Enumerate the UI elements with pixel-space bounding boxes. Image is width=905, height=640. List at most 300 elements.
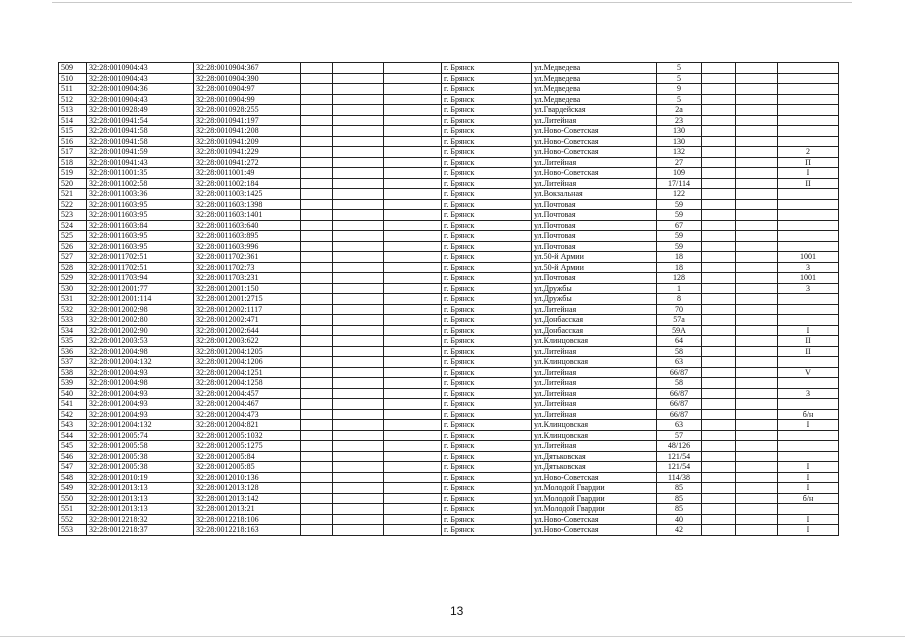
street-cell: ул.Молодой Гвардии	[532, 493, 657, 504]
house-number-cell: 9	[657, 84, 702, 95]
empty-cell	[384, 504, 442, 515]
city-cell: г. Брянск	[442, 294, 532, 305]
empty-cell	[384, 136, 442, 147]
street-cell: ул.Медведева	[532, 94, 657, 105]
row-number-cell: 545	[59, 441, 87, 452]
cadastral-number-cell: 32:28:0010904:367	[194, 63, 301, 74]
empty-cell	[702, 504, 736, 515]
cadastral-number-cell: 32:28:0012001:150	[194, 283, 301, 294]
cadastral-number-cell: 32:28:0011603:640	[194, 220, 301, 231]
premises-number-cell: П	[778, 157, 839, 168]
empty-cell	[301, 147, 333, 158]
empty-cell	[333, 63, 384, 74]
house-number-cell: 109	[657, 168, 702, 179]
empty-cell	[702, 514, 736, 525]
empty-cell	[384, 63, 442, 74]
empty-cell	[301, 493, 333, 504]
empty-cell	[333, 157, 384, 168]
empty-cell	[301, 441, 333, 452]
cadastral-quarter-cell: 32:28:0010904:36	[87, 84, 194, 95]
empty-cell	[702, 472, 736, 483]
empty-cell	[702, 420, 736, 431]
table-row	[59, 325, 839, 336]
empty-cell	[736, 514, 778, 525]
cadastral-number-cell: 32:28:0010941:208	[194, 126, 301, 137]
empty-cell	[333, 493, 384, 504]
premises-number-cell	[778, 441, 839, 452]
cadastral-quarter-cell: 32:28:0012002:90	[87, 325, 194, 336]
row-number-cell: 532	[59, 304, 87, 315]
row-number-cell: 526	[59, 241, 87, 252]
row-number-cell: 534	[59, 325, 87, 336]
cadastral-number-cell: 32:28:0011603:996	[194, 241, 301, 252]
cadastral-quarter-cell: 32:28:0011001:35	[87, 168, 194, 179]
cadastral-quarter-cell: 32:28:0011702:51	[87, 262, 194, 273]
empty-cell	[301, 115, 333, 126]
empty-cell	[333, 430, 384, 441]
empty-cell	[301, 63, 333, 74]
empty-cell	[736, 126, 778, 137]
empty-cell	[702, 388, 736, 399]
empty-cell	[301, 420, 333, 431]
table-row	[59, 273, 839, 284]
empty-cell	[736, 462, 778, 473]
empty-cell	[384, 283, 442, 294]
table-row	[59, 525, 839, 536]
row-number-cell: 523	[59, 210, 87, 221]
premises-number-cell	[778, 136, 839, 147]
cadastral-quarter-cell: 32:28:0012004:132	[87, 357, 194, 368]
table-row	[59, 504, 839, 515]
premises-number-cell	[778, 504, 839, 515]
row-number-cell: 521	[59, 189, 87, 200]
city-cell: г. Брянск	[442, 430, 532, 441]
empty-cell	[384, 294, 442, 305]
premises-number-cell	[778, 451, 839, 462]
street-cell: ул.Литейная	[532, 304, 657, 315]
empty-cell	[301, 231, 333, 242]
street-cell: ул.Молодой Гвардии	[532, 483, 657, 494]
table-row	[59, 315, 839, 326]
row-number-cell: 543	[59, 420, 87, 431]
page-bottom-border	[0, 636, 905, 637]
street-cell: ул.Литейная	[532, 409, 657, 420]
page-number: 13	[450, 604, 464, 618]
empty-cell	[702, 178, 736, 189]
page-top-border	[52, 2, 852, 3]
row-number-cell: 524	[59, 220, 87, 231]
table-row	[59, 346, 839, 357]
empty-cell	[301, 388, 333, 399]
street-cell: ул.Почтовая	[532, 241, 657, 252]
empty-cell	[702, 294, 736, 305]
cadastral-number-cell: 32:28:0012002:644	[194, 325, 301, 336]
row-number-cell: 512	[59, 94, 87, 105]
street-cell: ул.Гвардейская	[532, 105, 657, 116]
empty-cell	[301, 178, 333, 189]
empty-cell	[736, 483, 778, 494]
empty-cell	[333, 115, 384, 126]
empty-cell	[333, 336, 384, 347]
house-number-cell: 18	[657, 262, 702, 273]
street-cell: ул.Литейная	[532, 399, 657, 410]
empty-cell	[301, 262, 333, 273]
row-number-cell: 553	[59, 525, 87, 536]
row-number-cell: 552	[59, 514, 87, 525]
row-number-cell: 549	[59, 483, 87, 494]
empty-cell	[702, 199, 736, 210]
premises-number-cell	[778, 220, 839, 231]
empty-cell	[702, 252, 736, 263]
empty-cell	[702, 94, 736, 105]
city-cell: г. Брянск	[442, 441, 532, 452]
city-cell: г. Брянск	[442, 210, 532, 221]
street-cell: ул.Литейная	[532, 367, 657, 378]
table-row	[59, 399, 839, 410]
premises-number-cell: б/н	[778, 493, 839, 504]
empty-cell	[736, 294, 778, 305]
house-number-cell: 58	[657, 346, 702, 357]
empty-cell	[333, 357, 384, 368]
house-number-cell: 85	[657, 483, 702, 494]
empty-cell	[333, 168, 384, 179]
house-number-cell: 57а	[657, 315, 702, 326]
cadastral-quarter-cell: 32:28:0012004:93	[87, 399, 194, 410]
cadastral-number-cell: 32:28:0011003:1425	[194, 189, 301, 200]
table-row	[59, 189, 839, 200]
empty-cell	[301, 84, 333, 95]
empty-cell	[301, 73, 333, 84]
premises-number-cell: I	[778, 483, 839, 494]
house-number-cell: 5	[657, 94, 702, 105]
cadastral-number-cell: 32:28:0010941:197	[194, 115, 301, 126]
empty-cell	[301, 210, 333, 221]
house-number-cell: 85	[657, 504, 702, 515]
city-cell: г. Брянск	[442, 273, 532, 284]
house-number-cell: 59	[657, 231, 702, 242]
empty-cell	[702, 210, 736, 221]
empty-cell	[301, 294, 333, 305]
empty-cell	[301, 252, 333, 263]
premises-number-cell: I	[778, 462, 839, 473]
empty-cell	[384, 220, 442, 231]
table-row	[59, 115, 839, 126]
empty-cell	[333, 252, 384, 263]
cadastral-quarter-cell: 32:28:0010904:43	[87, 63, 194, 74]
empty-cell	[736, 115, 778, 126]
premises-number-cell: I	[778, 525, 839, 536]
table-row	[59, 94, 839, 105]
street-cell: ул.Клинцовская	[532, 420, 657, 431]
premises-number-cell: 3	[778, 262, 839, 273]
street-cell: ул.Литейная	[532, 388, 657, 399]
empty-cell	[736, 178, 778, 189]
city-cell: г. Брянск	[442, 315, 532, 326]
table-row	[59, 409, 839, 420]
cadastral-quarter-cell: 32:28:0010941:58	[87, 136, 194, 147]
empty-cell	[702, 346, 736, 357]
empty-cell	[702, 451, 736, 462]
table-row	[59, 252, 839, 263]
empty-cell	[301, 283, 333, 294]
city-cell: г. Брянск	[442, 504, 532, 515]
city-cell: г. Брянск	[442, 252, 532, 263]
empty-cell	[384, 73, 442, 84]
house-number-cell: 59	[657, 210, 702, 221]
premises-number-cell	[778, 115, 839, 126]
row-number-cell: 510	[59, 73, 87, 84]
house-number-cell: 63	[657, 357, 702, 368]
empty-cell	[333, 210, 384, 221]
premises-number-cell	[778, 199, 839, 210]
empty-cell	[333, 220, 384, 231]
premises-number-cell: 3	[778, 283, 839, 294]
city-cell: г. Брянск	[442, 231, 532, 242]
empty-cell	[384, 126, 442, 137]
empty-cell	[702, 367, 736, 378]
table-row	[59, 220, 839, 231]
city-cell: г. Брянск	[442, 126, 532, 137]
street-cell: ул.Ново-Советская	[532, 147, 657, 158]
empty-cell	[702, 483, 736, 494]
empty-cell	[301, 199, 333, 210]
premises-number-cell	[778, 378, 839, 389]
street-cell: ул.Медведева	[532, 73, 657, 84]
street-cell: ул.Ново-Советская	[532, 126, 657, 137]
premises-number-cell: I	[778, 168, 839, 179]
cadastral-number-cell: 32:28:0012013:128	[194, 483, 301, 494]
table-row	[59, 199, 839, 210]
table-row	[59, 241, 839, 252]
house-number-cell: 121/54	[657, 462, 702, 473]
empty-cell	[384, 409, 442, 420]
city-cell: г. Брянск	[442, 157, 532, 168]
empty-cell	[702, 378, 736, 389]
empty-cell	[702, 409, 736, 420]
cadastral-quarter-cell: 32:28:0012004:93	[87, 409, 194, 420]
city-cell: г. Брянск	[442, 304, 532, 315]
row-number-cell: 531	[59, 294, 87, 305]
house-number-cell: 17/114	[657, 178, 702, 189]
empty-cell	[736, 304, 778, 315]
cadastral-quarter-cell: 32:28:0012004:98	[87, 378, 194, 389]
empty-cell	[333, 462, 384, 473]
row-number-cell: 550	[59, 493, 87, 504]
table-row	[59, 63, 839, 74]
house-number-cell: 5	[657, 73, 702, 84]
cadastral-quarter-cell: 32:28:0012001:77	[87, 283, 194, 294]
row-number-cell: 539	[59, 378, 87, 389]
city-cell: г. Брянск	[442, 283, 532, 294]
street-cell: ул.50-й Армии	[532, 262, 657, 273]
street-cell: ул.Литейная	[532, 441, 657, 452]
city-cell: г. Брянск	[442, 199, 532, 210]
table-row	[59, 483, 839, 494]
empty-cell	[702, 525, 736, 536]
empty-cell	[333, 483, 384, 494]
row-number-cell: 538	[59, 367, 87, 378]
table-row	[59, 514, 839, 525]
empty-cell	[702, 147, 736, 158]
cadastral-quarter-cell: 32:28:0012005:38	[87, 451, 194, 462]
empty-cell	[384, 304, 442, 315]
empty-cell	[702, 430, 736, 441]
house-number-cell: 66/87	[657, 388, 702, 399]
table-row	[59, 420, 839, 431]
empty-cell	[702, 273, 736, 284]
street-cell: ул.50-й Армии	[532, 252, 657, 263]
empty-cell	[736, 252, 778, 263]
empty-cell	[301, 315, 333, 326]
cadastral-number-cell: 32:28:0010928:255	[194, 105, 301, 116]
empty-cell	[333, 294, 384, 305]
table-row	[59, 147, 839, 158]
city-cell: г. Брянск	[442, 472, 532, 483]
cadastral-number-cell: 32:28:0011603:1401	[194, 210, 301, 221]
city-cell: г. Брянск	[442, 189, 532, 200]
empty-cell	[736, 73, 778, 84]
house-number-cell: 128	[657, 273, 702, 284]
empty-cell	[702, 336, 736, 347]
street-cell: ул.Клинцовская	[532, 357, 657, 368]
row-number-cell: 520	[59, 178, 87, 189]
empty-cell	[736, 157, 778, 168]
empty-cell	[384, 493, 442, 504]
empty-cell	[384, 252, 442, 263]
premises-number-cell	[778, 94, 839, 105]
empty-cell	[736, 63, 778, 74]
city-cell: г. Брянск	[442, 336, 532, 347]
table-row	[59, 304, 839, 315]
empty-cell	[702, 168, 736, 179]
empty-cell	[702, 231, 736, 242]
cadastral-quarter-cell: 32:28:0011603:95	[87, 199, 194, 210]
table-row	[59, 283, 839, 294]
cadastral-quarter-cell: 32:28:0012001:114	[87, 294, 194, 305]
empty-cell	[333, 273, 384, 284]
street-cell: ул.Дятьковская	[532, 451, 657, 462]
empty-cell	[301, 483, 333, 494]
city-cell: г. Брянск	[442, 462, 532, 473]
premises-number-cell: I	[778, 472, 839, 483]
house-number-cell: 59	[657, 241, 702, 252]
cadastral-number-cell: 32:28:0012005:85	[194, 462, 301, 473]
empty-cell	[736, 504, 778, 515]
empty-cell	[301, 105, 333, 116]
cadastral-number-cell: 32:28:0012004:1205	[194, 346, 301, 357]
street-cell: ул.Почтовая	[532, 231, 657, 242]
empty-cell	[333, 388, 384, 399]
table-row	[59, 451, 839, 462]
street-cell: ул.Ново-Советская	[532, 514, 657, 525]
cadastral-quarter-cell: 32:28:0011603:84	[87, 220, 194, 231]
city-cell: г. Брянск	[442, 388, 532, 399]
empty-cell	[384, 441, 442, 452]
city-cell: г. Брянск	[442, 63, 532, 74]
premises-number-cell: V	[778, 367, 839, 378]
cadastral-quarter-cell: 32:28:0011002:58	[87, 178, 194, 189]
house-number-cell: 85	[657, 493, 702, 504]
cadastral-quarter-cell: 32:28:0012002:98	[87, 304, 194, 315]
street-cell: ул.Ново-Советская	[532, 525, 657, 536]
table-row	[59, 231, 839, 242]
cadastral-quarter-cell: 32:28:0012004:98	[87, 346, 194, 357]
street-cell: ул.Почтовая	[532, 210, 657, 221]
empty-cell	[333, 441, 384, 452]
row-number-cell: 530	[59, 283, 87, 294]
city-cell: г. Брянск	[442, 147, 532, 158]
empty-cell	[702, 115, 736, 126]
empty-cell	[736, 430, 778, 441]
cadastral-quarter-cell: 32:28:0012002:80	[87, 315, 194, 326]
empty-cell	[384, 430, 442, 441]
empty-cell	[301, 325, 333, 336]
empty-cell	[301, 451, 333, 462]
street-cell: ул.Литейная	[532, 378, 657, 389]
premises-number-cell: II	[778, 178, 839, 189]
row-number-cell: 529	[59, 273, 87, 284]
city-cell: г. Брянск	[442, 73, 532, 84]
house-number-cell: 130	[657, 136, 702, 147]
empty-cell	[736, 420, 778, 431]
empty-cell	[702, 63, 736, 74]
house-number-cell: 2а	[657, 105, 702, 116]
empty-cell	[301, 504, 333, 515]
street-cell: ул.Литейная	[532, 157, 657, 168]
premises-number-cell	[778, 105, 839, 116]
empty-cell	[333, 94, 384, 105]
cadastral-quarter-cell: 32:28:0012218:37	[87, 525, 194, 536]
cadastral-number-cell: 32:28:0012013:142	[194, 493, 301, 504]
city-cell: г. Брянск	[442, 451, 532, 462]
table-row	[59, 441, 839, 452]
empty-cell	[702, 105, 736, 116]
cadastral-number-cell: 32:28:0012005:1032	[194, 430, 301, 441]
street-cell: ул.Дружбы	[532, 294, 657, 305]
cadastral-quarter-cell: 32:28:0011603:95	[87, 210, 194, 221]
empty-cell	[301, 346, 333, 357]
street-cell: ул.Дружбы	[532, 283, 657, 294]
empty-cell	[384, 241, 442, 252]
cadastral-number-cell: 32:28:0010941:209	[194, 136, 301, 147]
empty-cell	[736, 241, 778, 252]
table-row	[59, 157, 839, 168]
premises-number-cell	[778, 294, 839, 305]
empty-cell	[301, 189, 333, 200]
cadastral-number-cell: 32:28:0010941:272	[194, 157, 301, 168]
premises-number-cell: 3	[778, 388, 839, 399]
premises-number-cell	[778, 357, 839, 368]
cadastral-number-cell: 32:28:0012004:1206	[194, 357, 301, 368]
cadastral-number-cell: 32:28:0011703:231	[194, 273, 301, 284]
street-cell: ул.Литейная	[532, 115, 657, 126]
cadastral-quarter-cell: 32:28:0012013:13	[87, 493, 194, 504]
empty-cell	[384, 367, 442, 378]
empty-cell	[333, 105, 384, 116]
house-number-cell: 114/38	[657, 472, 702, 483]
house-number-cell: 132	[657, 147, 702, 158]
empty-cell	[702, 73, 736, 84]
empty-cell	[736, 315, 778, 326]
row-number-cell: 511	[59, 84, 87, 95]
house-number-cell: 70	[657, 304, 702, 315]
empty-cell	[736, 493, 778, 504]
house-number-cell: 67	[657, 220, 702, 231]
table-row	[59, 105, 839, 116]
empty-cell	[301, 514, 333, 525]
row-number-cell: 541	[59, 399, 87, 410]
table-row	[59, 357, 839, 368]
